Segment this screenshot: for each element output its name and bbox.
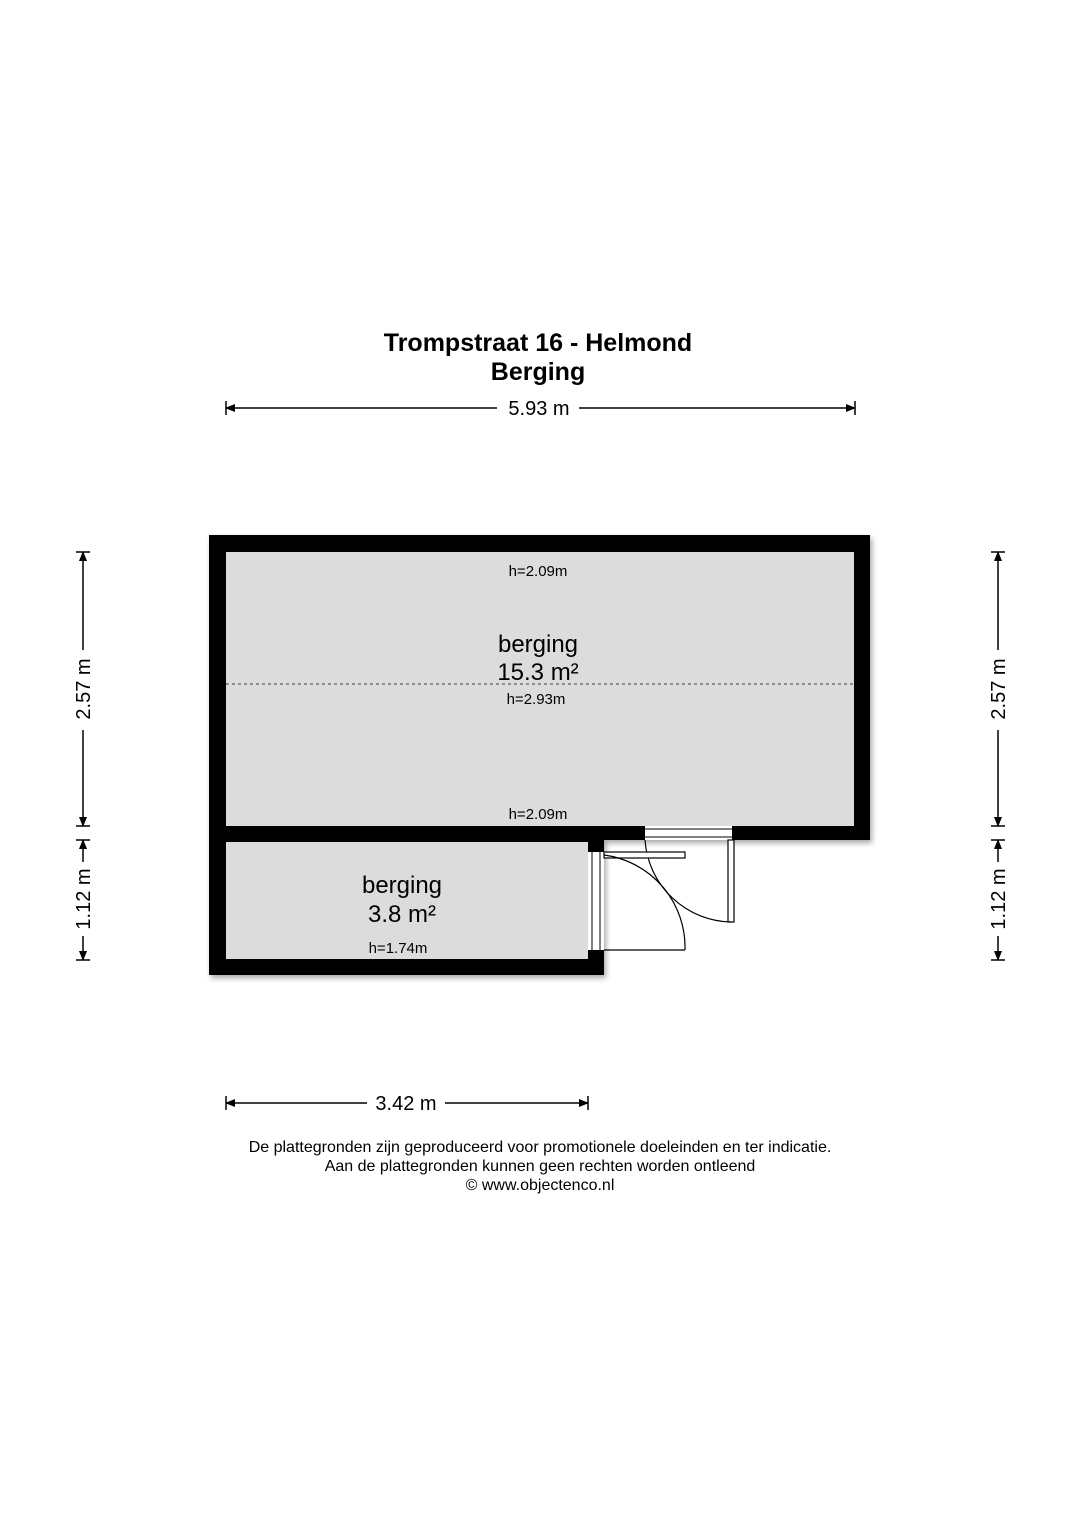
main-room-height-bottom: h=2.09m	[508, 806, 568, 823]
side-door-opening	[588, 842, 604, 960]
small-room-height: h=1.74m	[368, 940, 428, 957]
copyright-line: © www.objectenco.nl	[465, 1177, 615, 1194]
top-door-opening	[637, 826, 740, 840]
plan-title: Trompstraat 16 - Helmond	[383, 329, 693, 357]
dimension-bottom-width-label: 3.42 m	[375, 1093, 437, 1115]
small-door-swing	[604, 852, 685, 950]
main-room-name: berging	[497, 631, 579, 658]
dimension-left-upper-label: 2.57 m	[73, 658, 95, 720]
plan-subtitle: Berging	[490, 358, 586, 386]
dimension-right	[988, 552, 1010, 960]
dimension-left	[73, 552, 95, 960]
building-outline	[209, 535, 870, 975]
dimension-right-lower-label: 1.12 m	[988, 868, 1010, 930]
main-room-height-mid: h=2.93m	[506, 691, 566, 708]
small-room-area: 3.8 m²	[367, 901, 437, 928]
dimension-top-width	[226, 398, 855, 420]
main-room-floor	[226, 552, 854, 826]
dimension-bottom-width	[226, 1093, 588, 1115]
dimension-top-width-label: 5.93 m	[508, 398, 570, 420]
disclaimer-line-2: Aan de plattegronden kunnen geen rechten worden ontleend	[324, 1158, 756, 1175]
small-room-name: berging	[361, 872, 443, 899]
main-room-area: 15.3 m²	[497, 659, 579, 686]
disclaimer-line-1: De plattegronden zijn geproduceerd voor promotionele doeleinden en ter indicatie.	[248, 1139, 832, 1156]
main-room-height-top: h=2.09m	[508, 563, 568, 580]
dimension-left-lower-label: 1.12 m	[73, 868, 95, 930]
dimension-right-upper-label: 2.57 m	[988, 658, 1010, 720]
